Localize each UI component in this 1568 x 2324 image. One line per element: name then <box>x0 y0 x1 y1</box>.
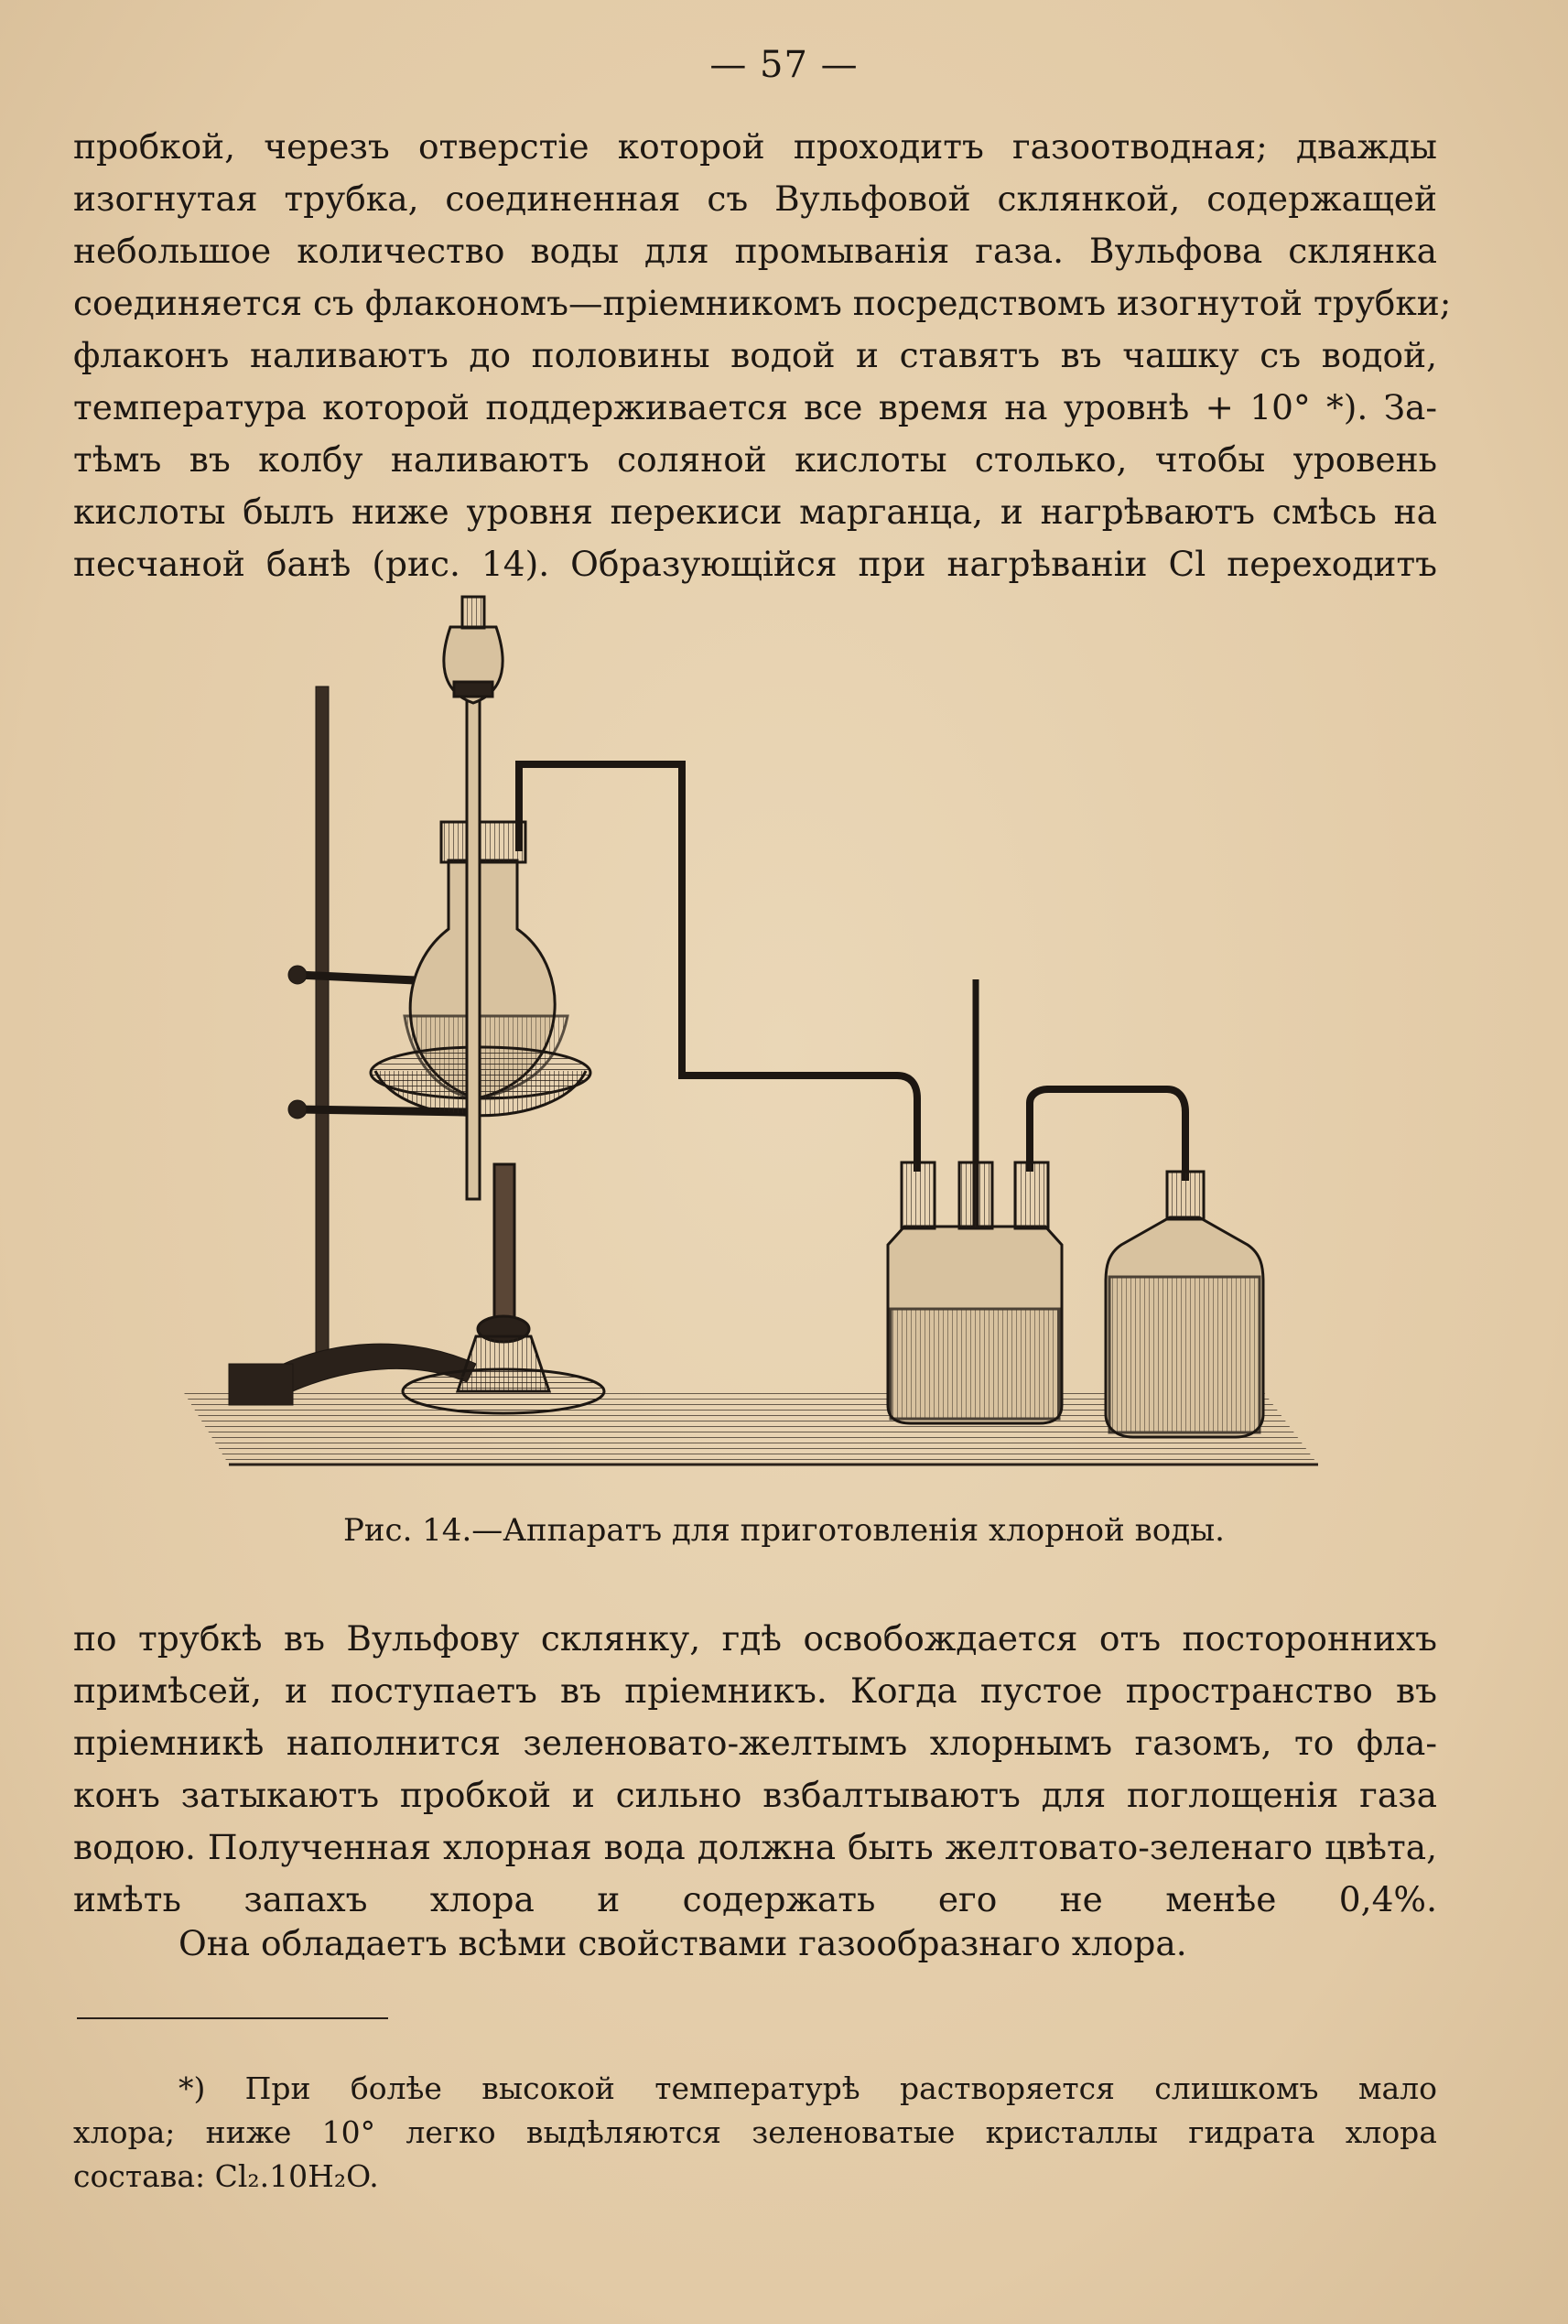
text-line: конъ затыкаютъ пробкой и сильно взбалтываютъ для поглощенія газа <box>73 1775 1437 1815</box>
footnote-divider <box>77 2017 388 2019</box>
text-line: пріемникѣ наполнится зеленовато-желтымъ хлорнымъ газомъ, то фла- <box>73 1723 1437 1763</box>
text-line: соединяется съ флакономъ—пріемникомъ посредствомъ изогнутой трубки; <box>73 283 1452 323</box>
body-paragraph-final <box>178 1918 1460 1970</box>
text-line: песчаной банѣ (рис. 14). Образующійся при нагрѣваніи Cl переходитъ <box>73 544 1437 584</box>
text-line: водою. Полученная хлорная вода должна быть желтовато-зеленаго цвѣта, <box>73 1827 1437 1867</box>
receiver-flask <box>1106 1172 1263 1437</box>
text-line: температура которой поддерживается все время на уровнѣ + 10° *). За- <box>73 387 1437 427</box>
apparatus-illustration <box>165 586 1355 1492</box>
burner <box>403 1164 604 1413</box>
body-paragraph-bottom <box>73 1613 1437 1926</box>
text-line: тѣмъ въ колбу наливаютъ соляной кислоты столько, чтобы уровень <box>73 439 1437 480</box>
body-paragraph-top <box>73 121 1452 590</box>
footnote-line: *) При болѣе высокой температурѣ растворяется слишкомъ мало <box>178 2070 1437 2106</box>
text-line: примѣсей, и поступаетъ въ пріемникъ. Когда пустое пространство въ <box>73 1670 1437 1711</box>
text-line: по трубкѣ въ Вульфову склянку, гдѣ освобождается отъ постороннихъ <box>73 1618 1437 1659</box>
footnote-line: состава: Cl₂.10H₂O. <box>73 2158 379 2194</box>
text-line: пробкой, черезъ отверстіе которой проходитъ газоотводная; дважды <box>73 126 1437 167</box>
text-line: Она обладаетъ всѣми свойствами газообразнаго хлора. <box>178 1923 1187 1963</box>
figure-caption: Рис. 14.—Аппаратъ для приготовленія хлорной воды. <box>342 1512 1225 1549</box>
footnote <box>73 2067 1437 2199</box>
text-line: флаконъ наливаютъ до половины водой и ставятъ въ чашку съ водой, <box>73 335 1437 375</box>
footnote-line: хлора; ниже 10° легко выдѣляются зеленоватые кристаллы гидрата хлора <box>73 2114 1437 2150</box>
gas-delivery-tube <box>519 764 1185 1318</box>
text-line: кислоты былъ ниже уровня перекиси марганца, и нагрѣваютъ смѣсь на <box>73 492 1437 532</box>
woulfe-bottle <box>888 1162 1062 1423</box>
text-line: имѣть запахъ хлора и содержать его не менѣе 0,4%. <box>73 1879 1437 1919</box>
text-line: небольшое количество воды для промыванія газа. Вульфова склянка <box>73 231 1437 271</box>
page-number: — 57 — <box>709 44 859 86</box>
text-line: изогнутая трубка, соединенная съ Вульфовой склянкой, содержащей <box>73 178 1437 219</box>
